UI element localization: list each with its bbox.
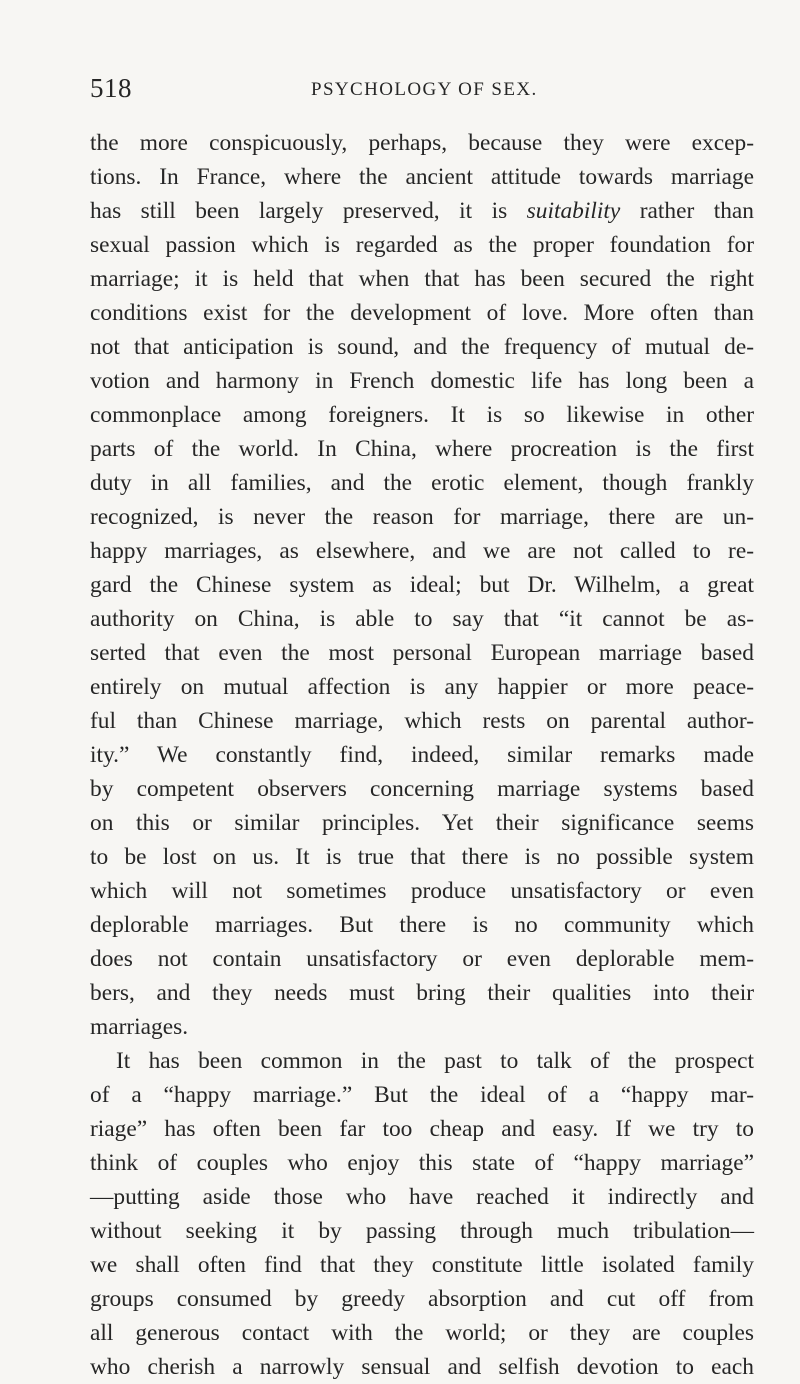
text-line: It has been common in the past to talk of the prospect: [116, 1048, 754, 1074]
text-line: —putting aside those who have reached it indirectly and: [90, 1184, 754, 1210]
text-line: we shall often find that they constitute little isolated family: [90, 1252, 754, 1278]
text-line: duty in all families, and the erotic element, though frankly: [90, 470, 754, 496]
text-line: happy marriages, as elsewhere, and we are not called to re-: [90, 538, 754, 564]
page-number: 518: [90, 73, 132, 103]
text-line: to be lost on us. It is true that there is no possible system: [90, 844, 754, 870]
text-line: commonplace among foreigners. It is so likewise in other: [90, 402, 754, 428]
body-text: [90, 126, 754, 1384]
text-line: the more conspicuously, perhaps, because they were excep-: [90, 130, 754, 156]
page-header: [0, 73, 800, 107]
text-line: not that anticipation is sound, and the frequency of mutual de-: [90, 334, 754, 360]
running-head: PSYCHOLOGY OF SEX.: [311, 79, 538, 100]
text-line: does not contain unsatisfactory or even deplorable mem-: [90, 946, 754, 972]
text-line: without seeking it by passing through much tribulation—: [90, 1218, 754, 1244]
text-line: marriage; it is held that when that has been secured the right: [90, 266, 754, 292]
text-line: serted that even the most personal European marriage based: [90, 640, 754, 666]
text-line: all generous contact with the world; or they are couples: [90, 1320, 754, 1346]
text-line: on this or similar principles. Yet their significance seems: [90, 810, 754, 836]
text-line: marriages.: [90, 1014, 189, 1040]
text-line: of a “happy marriage.” But the ideal of a “happy mar-: [90, 1082, 754, 1108]
text-line: votion and harmony in French domestic life has long been a: [90, 368, 754, 394]
text-line: gard the Chinese system as ideal; but Dr. Wilhelm, a great: [90, 572, 754, 598]
text-line: deplorable marriages. But there is no community which: [90, 912, 754, 938]
text-line: entirely on mutual affection is any happier or more peace-: [90, 674, 754, 700]
text-line: who cherish a narrowly sensual and selfish devotion to each: [90, 1354, 754, 1380]
text-line: parts of the world. In China, where procreation is the first: [90, 436, 754, 462]
text-segment: has still been largely preserved, it is: [90, 198, 527, 224]
text-line: which will not sometimes produce unsatisfactory or even: [90, 878, 754, 904]
text-line: conditions exist for the development of love. More often than: [90, 300, 754, 326]
text-line: think of couples who enjoy this state of “happy marriage”: [90, 1150, 754, 1176]
text-line: ful than Chinese marriage, which rests on parental author-: [90, 708, 754, 734]
text-line: ity.” We constantly find, indeed, similar remarks made: [90, 742, 754, 768]
text-line: [90, 194, 754, 228]
emphasis-text: suitability: [526, 198, 621, 224]
text-line: tions. In France, where the ancient attitude towards marriage: [90, 164, 754, 190]
text-line: groups consumed by greedy absorption and cut off from: [90, 1286, 754, 1312]
text-line: by competent observers concerning marriage systems based: [90, 776, 754, 802]
text-segment: rather than: [620, 198, 754, 224]
text-line: riage” has often been far too cheap and easy. If we try to: [90, 1116, 754, 1142]
text-line: bers, and they needs must bring their qualities into their: [90, 980, 754, 1006]
text-line: recognized, is never the reason for marriage, there are un-: [90, 504, 754, 530]
text-line: sexual passion which is regarded as the proper foundation for: [90, 232, 754, 258]
text-line: authority on China, is able to say that “it cannot be as-: [90, 606, 754, 632]
